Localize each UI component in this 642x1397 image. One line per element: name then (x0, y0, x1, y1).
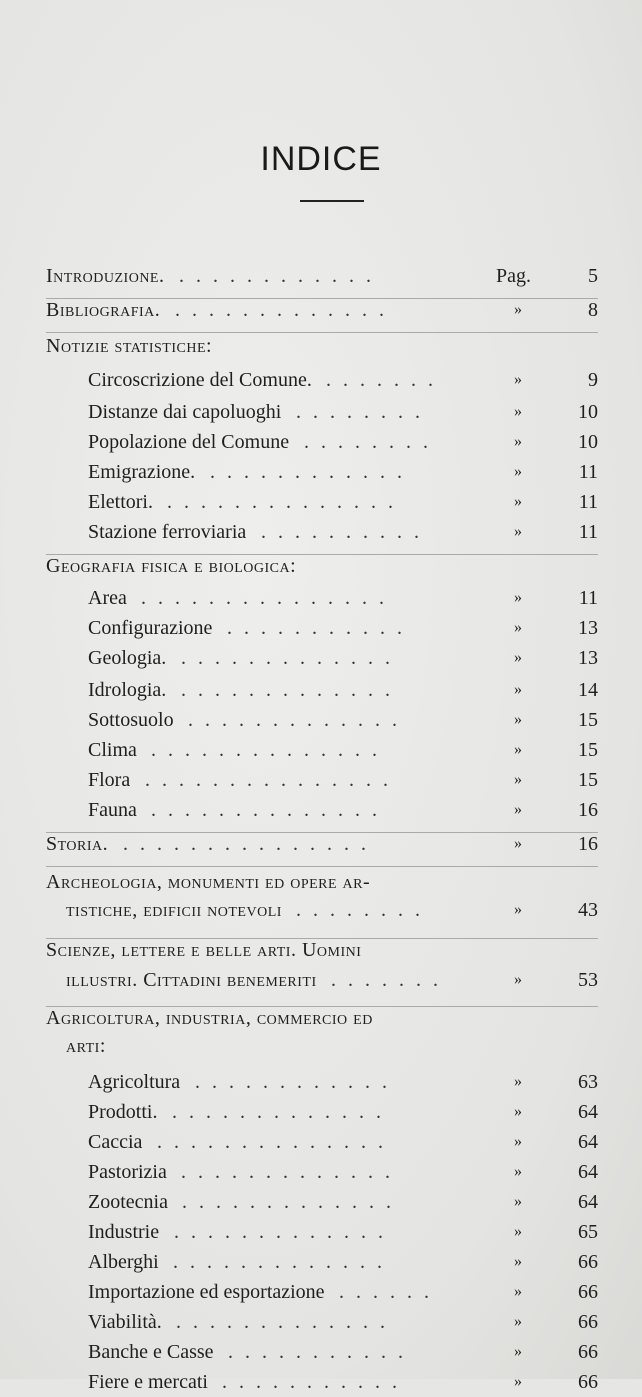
toc-page-number: 16 (578, 833, 598, 855)
toc-entry-label: Alberghi (88, 1251, 159, 1273)
toc-page-number: 11 (578, 587, 598, 609)
ditto-mark: » (514, 649, 522, 666)
toc-entry-label: Circoscrizione del Comune. (88, 369, 312, 391)
toc-entry (0, 1367, 642, 1397)
toc-entry (0, 1127, 642, 1157)
toc-entry-label: Stazione ferroviaria (88, 521, 247, 543)
toc-entry (0, 675, 642, 705)
toc-entry (0, 1097, 642, 1127)
toc-entry (0, 1003, 642, 1033)
toc-page-number: 9 (588, 369, 598, 391)
ditto-mark: » (514, 901, 522, 918)
toc-pag-label: Pag. (496, 265, 531, 287)
toc-entry (0, 1187, 642, 1217)
toc-page-number: 66 (578, 1311, 598, 1333)
leader-dots: ........ (296, 401, 432, 423)
toc-entry-label: Fauna (88, 799, 137, 821)
toc-entry-label: Distanze dai capoluoghi (88, 401, 282, 423)
toc-page-number: 11 (578, 461, 598, 483)
leader-dots: ............. (174, 1221, 395, 1243)
ditto-mark: » (514, 1223, 522, 1240)
toc-entry (0, 765, 642, 795)
toc-entry (0, 935, 642, 965)
toc-entry-label: arti: (66, 1035, 106, 1057)
leader-dots: ............ (210, 461, 414, 483)
toc-page-number: 10 (578, 401, 598, 423)
toc-entry-label: Notizie statistiche: (46, 335, 213, 357)
toc-entry-label: illustri. Cittadini benemeriti (66, 969, 317, 991)
leader-dots: ............... (145, 769, 400, 791)
toc-entry (0, 295, 642, 325)
toc-entry (0, 551, 642, 581)
toc-entry-label: Introduzione. (46, 265, 165, 287)
leader-dots: ............. (188, 709, 409, 731)
toc-entry-label: Industrie (88, 1221, 160, 1243)
leader-dots: ........ (296, 899, 432, 921)
toc-entry-label: Pastorizia (88, 1161, 167, 1183)
toc-entry (0, 867, 642, 897)
ditto-mark: » (514, 1103, 522, 1120)
leader-dots: ............... (123, 833, 378, 855)
ditto-mark: » (514, 971, 522, 988)
toc-entry-label: tistiche, edificii notevoli (66, 899, 282, 921)
ditto-mark: » (514, 1283, 522, 1300)
page-title: INDICE (260, 140, 382, 178)
leader-dots: ........... (222, 1371, 409, 1393)
toc-entry (0, 643, 642, 673)
ditto-mark: » (514, 523, 522, 540)
leader-dots: ...... (339, 1281, 441, 1303)
ditto-mark: » (514, 589, 522, 606)
leader-dots: ............. (173, 1251, 394, 1273)
ditto-mark: » (514, 493, 522, 510)
ditto-mark: » (514, 1373, 522, 1390)
ditto-mark: » (514, 771, 522, 788)
toc-entry (0, 331, 642, 361)
toc-entry (0, 1277, 642, 1307)
leader-dots: ............ (179, 265, 383, 287)
toc-entry (0, 829, 642, 859)
toc-page-number: 15 (578, 739, 598, 761)
toc-page-number: 43 (578, 899, 598, 921)
toc-entry-label: Bibliografia. (46, 299, 161, 321)
ditto-mark: » (514, 463, 522, 480)
toc-entry-label: Prodotti. (88, 1101, 158, 1123)
ditto-mark: » (514, 371, 522, 388)
ditto-mark: » (514, 1133, 522, 1150)
leader-dots: ........... (227, 617, 414, 639)
toc-entry-label: Geologia. (88, 647, 167, 669)
toc-entry-label: Geografia fisica e biologica: (46, 555, 297, 577)
toc-entry-label: Clima (88, 739, 137, 761)
toc-entry (0, 1307, 642, 1337)
toc-page-number: 64 (578, 1161, 598, 1183)
toc-page-number: 64 (578, 1191, 598, 1213)
toc-entry-label: Zootecnia (88, 1191, 168, 1213)
leader-dots: ........ (304, 431, 440, 453)
toc-entry (0, 397, 642, 427)
toc-entry-label: Popolazione del Comune (88, 431, 290, 453)
toc-entry-label: Idrologia. (88, 679, 167, 701)
toc-entry (0, 795, 642, 825)
ditto-mark: » (514, 403, 522, 420)
toc-page-number: 64 (578, 1131, 598, 1153)
toc-entry (0, 487, 642, 517)
toc-entry (0, 517, 642, 547)
ditto-mark: » (514, 711, 522, 728)
toc-entry-label: Area (88, 587, 127, 609)
toc-entry (0, 1157, 642, 1187)
ditto-mark: » (514, 1313, 522, 1330)
toc-entry (0, 365, 642, 395)
ditto-mark: » (514, 801, 522, 818)
toc-entry-label: Flora (88, 769, 131, 791)
leader-dots: ............... (141, 587, 396, 609)
ditto-mark: » (514, 433, 522, 450)
leader-dots: .............. (157, 1131, 395, 1153)
ditto-mark: » (514, 741, 522, 758)
leader-dots: ............. (176, 1311, 397, 1333)
toc-page-number: 15 (578, 769, 598, 791)
leader-dots: .......... (261, 521, 431, 543)
toc-page-number: 66 (578, 1251, 598, 1273)
toc-entry-label: Caccia (88, 1131, 143, 1153)
ditto-mark: » (514, 1253, 522, 1270)
ditto-mark: » (514, 301, 522, 318)
leader-dots: ............. (182, 1191, 403, 1213)
leader-dots: ....... (326, 369, 445, 391)
toc-page-number: 66 (578, 1341, 598, 1363)
toc-entry (0, 1247, 642, 1277)
toc-page-number: 13 (578, 647, 598, 669)
leader-dots: ............. (181, 679, 402, 701)
toc-entry-label: Banche e Casse (88, 1341, 214, 1363)
ditto-mark: » (514, 1343, 522, 1360)
ditto-mark: » (514, 1073, 522, 1090)
toc-entry (0, 457, 642, 487)
toc-page-number: 8 (588, 299, 598, 321)
ditto-mark: » (514, 681, 522, 698)
toc-page-number: 11 (578, 521, 598, 543)
toc-entry-label: Archeologia, monumenti ed opere ar- (46, 871, 371, 893)
toc-entry (0, 613, 642, 643)
leader-dots: ............. (172, 1101, 393, 1123)
toc-entry-label: Fiere e mercati (88, 1371, 208, 1393)
toc-page-number: 5 (588, 265, 598, 287)
leader-dots: ....... (331, 969, 450, 991)
leader-dots: ............. (181, 647, 402, 669)
leader-dots: ............. (175, 299, 396, 321)
toc-entry (0, 261, 642, 291)
toc-entry (0, 1337, 642, 1367)
toc-entry (0, 427, 642, 457)
toc-entry (0, 735, 642, 765)
ditto-mark: » (514, 619, 522, 636)
toc-entry (0, 1067, 642, 1097)
toc-entry-label: Importazione ed esportazione (88, 1281, 325, 1303)
toc-entry (0, 1217, 642, 1247)
toc-page-number: 16 (578, 799, 598, 821)
toc-page-number: 64 (578, 1101, 598, 1123)
leader-dots: .............. (151, 799, 389, 821)
toc-entry-label: Emigrazione. (88, 461, 196, 483)
toc-entry-label: Agricoltura, industria, commercio ed (46, 1007, 373, 1029)
toc-entry (0, 965, 642, 995)
toc-page-number: 63 (578, 1071, 598, 1093)
toc-page-number: 15 (578, 709, 598, 731)
leader-dots: ............ (195, 1071, 399, 1093)
toc-entry (0, 705, 642, 735)
toc-page-number: 13 (578, 617, 598, 639)
toc-entry-label: Configurazione (88, 617, 213, 639)
leader-dots: ........... (228, 1341, 415, 1363)
toc-entry (0, 583, 642, 613)
toc-entry (0, 1031, 642, 1061)
toc-entry-label: Sottosuolo (88, 709, 174, 731)
toc-entry-label: Elettori. (88, 491, 153, 513)
toc-entry (0, 895, 642, 925)
toc-entry-label: Scienze, lettere e belle arti. Uomini (46, 939, 362, 961)
toc-page-number: 11 (578, 491, 598, 513)
ditto-mark: » (514, 1163, 522, 1180)
toc-entry-label: Storia. (46, 833, 109, 855)
leader-dots: .............. (167, 491, 405, 513)
toc-page-number: 65 (578, 1221, 598, 1243)
toc-entry-label: Agricoltura (88, 1071, 181, 1093)
leader-dots: .............. (151, 739, 389, 761)
toc-entry-label: Viabilità. (88, 1311, 162, 1333)
toc-page-number: 66 (578, 1371, 598, 1393)
ditto-mark: » (514, 835, 522, 852)
toc-page-number: 10 (578, 431, 598, 453)
ditto-mark: » (514, 1193, 522, 1210)
toc-page-number: 53 (578, 969, 598, 991)
toc-page-number: 66 (578, 1281, 598, 1303)
leader-dots: ............. (181, 1161, 402, 1183)
toc-page-number: 14 (578, 679, 598, 701)
